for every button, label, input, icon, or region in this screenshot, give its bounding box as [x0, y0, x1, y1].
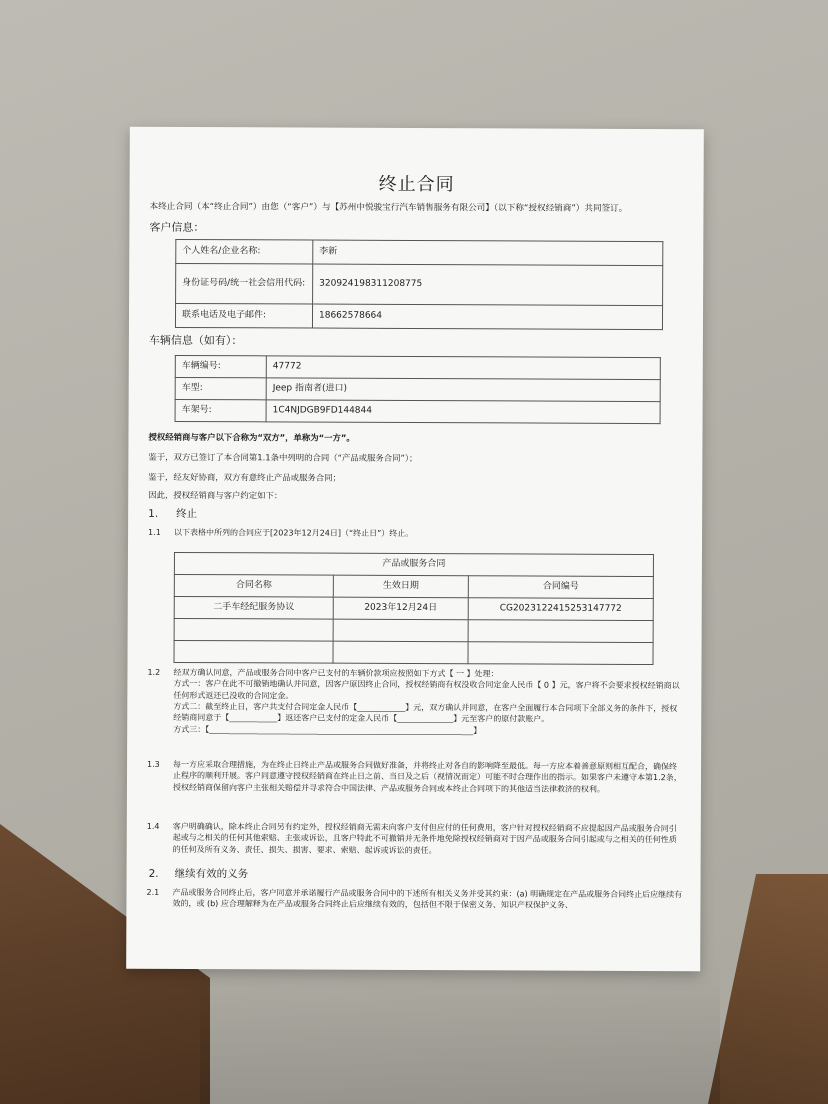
table-row — [174, 618, 653, 642]
empty-cell — [468, 620, 653, 643]
section-2-title: 继续有效的义务 — [174, 867, 249, 881]
cell-label: 车辆编号: — [175, 355, 266, 377]
cell-value: 320924198311208775 — [313, 264, 663, 306]
table-row — [175, 399, 660, 423]
clause-1-2-line: 方式一：客户在此不可撤销地确认并同意，因客户原因终止合同，授权经销商有权没收合同定金人民币【 0 】元，客户将不会要求授权经销商以任何形式返还已没收的合同定金。 — [173, 679, 680, 701]
clause-1-2-text — [173, 667, 683, 737]
table-row — [176, 239, 663, 265]
document-page — [126, 127, 704, 971]
table-row — [175, 303, 662, 329]
recital-parties: 授权经销商与客户以下合称为“双方”，单称为“一方”。 — [148, 431, 355, 443]
cell-value: Jeep 指南者(进口) — [266, 378, 660, 402]
cell-value: 47772 — [266, 356, 660, 380]
document-title: 终止合同 — [378, 173, 455, 196]
fabric-shadow — [200, 964, 720, 1104]
header-effective-date: 生效日期 — [333, 575, 468, 598]
clause-1-2-line: 方式二：截至终止日，客户共支付合同定金人民币【____________】元，双方确认并同意，在客户全面履行本合同项下全部义务的条件下，授权经销商同意于【____________】返还客户已支付的定金人民币【______________】元至客户的原付款账户。 — [173, 702, 678, 725]
customer-section-heading: 客户信息： — [149, 220, 205, 235]
table-row — [174, 640, 653, 664]
recital-therefore: 因此，授权经销商与客户约定如下： — [148, 489, 283, 501]
recital-whereas-2: 鉴于，经友好协商，双方有意终止产品或服务合同； — [148, 471, 341, 483]
intro-paragraph: 本终止合同（本“终止合同”）由您（“客户”）与【苏州中悦骏宝行汽车销售服务有限公司】（以下称“授权经销商”）共同签订。 — [149, 201, 628, 214]
clause-1-2-line: 经双方确认同意，产品或服务合同中客户已支付的车辆价款项应按照如下方式【 一 】处理： — [173, 667, 499, 679]
table-row — [176, 263, 663, 305]
table-row — [174, 552, 653, 576]
table-row — [175, 377, 660, 401]
clause-1-2-number: 1.2 — [147, 667, 161, 677]
clause-1-3-number: 1.3 — [147, 759, 160, 769]
cell-label: 车架号: — [175, 399, 266, 421]
clause-1-4-text: 客户明确确认，除本终止合同另有约定外，授权经销商无需未向客户支付但应付的任何费用，客户针对授权经销商不应提起因产品或服务合同引起或与之相关的任何其他索赔、主张或诉讼，且客户特此不可撤销并无条件地免除授权经销商对于因产品或服务合同引起或与之相关的任何性质的任何及所有义务、责任、损失、损害、要求、索赔、起诉或诉讼的责任。 — [172, 821, 677, 855]
empty-cell — [174, 618, 333, 641]
cell-value: 18662578664 — [312, 304, 662, 330]
header-contract-name: 合同名称 — [174, 574, 333, 597]
recital-whereas-1: 鉴于，双方已签订了本合同第1.1条中列明的合同（“产品或服务合同”）； — [148, 451, 418, 464]
table-row — [174, 596, 653, 620]
clause-1-3-text: 每一方应采取合理措施，为在终止日终止产品或服务合同做好准备，并将终止对各自的影响降至最低。每一方应本着善意原则相互配合，确保终止程序的顺利开展。客户同意遵守授权经销商在终止日之前、当日及之后（视情况而定）可能不时合理作出的指示。如果客户未遵守本第1.2条，授权经销商保留向客户主张相关赔偿并寻求符合中国法律、产品或服务合同或本终止合同项下的其他适当法律救济的权利。 — [172, 759, 682, 794]
cell-label: 身份证号码/统一社会信用代码: — [176, 263, 313, 304]
customer-info-table — [175, 239, 663, 330]
cell-label: 联系电话及电子邮件: — [175, 303, 312, 328]
clause-2-1-text: 产品或服务合同终止后，客户同意并承诺履行产品或服务合同中的下述所有相关义务并受其约束：(a) 明确规定在产品或服务合同终止后应继续有效的，或 (b) 应合理解释为在产品或服务合同终止后应继续有效的，包括但不限于保密义务、知识产权保护义务、 — [172, 887, 683, 911]
empty-cell — [174, 640, 333, 663]
section-2-number: 2. — [148, 867, 159, 880]
contract-table — [174, 552, 654, 665]
empty-cell — [333, 641, 468, 664]
wood-floor-right — [708, 874, 828, 1104]
section-1-title: 终止 — [176, 507, 198, 521]
table-row — [175, 355, 660, 379]
empty-cell — [468, 642, 653, 665]
clause-1-4-number: 1.4 — [146, 821, 160, 831]
cell-effective-date: 2023年12月24日 — [333, 597, 468, 620]
vehicle-section-heading: 车辆信息（如有）： — [148, 333, 243, 348]
cell-value: 李新 — [313, 240, 663, 266]
table-row — [174, 574, 653, 598]
cell-contract-name: 二手车经纪服务协议 — [174, 596, 333, 619]
cell-label: 车型: — [175, 377, 266, 399]
vehicle-info-table — [175, 355, 661, 424]
empty-cell — [333, 619, 468, 642]
cell-contract-number: CG2023122415253147772 — [468, 598, 653, 621]
clause-1-2-line: 方式三：【__________________________________________________________________】 — [173, 724, 482, 736]
header-contract-number: 合同编号 — [468, 576, 653, 599]
clause-2-1-number: 2.1 — [146, 887, 160, 897]
cell-label: 个人姓名/企业名称: — [176, 239, 313, 264]
clause-1-1-text: 以下表格中所列的合同应于[2023年12月24日]（“终止日”）终止。 — [174, 527, 414, 538]
clause-1-1-number: 1.1 — [148, 527, 161, 537]
contract-table-caption: 产品或服务合同 — [174, 552, 653, 576]
cell-value: 1C4NJDGB9FD144844 — [266, 400, 660, 424]
section-1-number: 1. — [148, 507, 159, 520]
